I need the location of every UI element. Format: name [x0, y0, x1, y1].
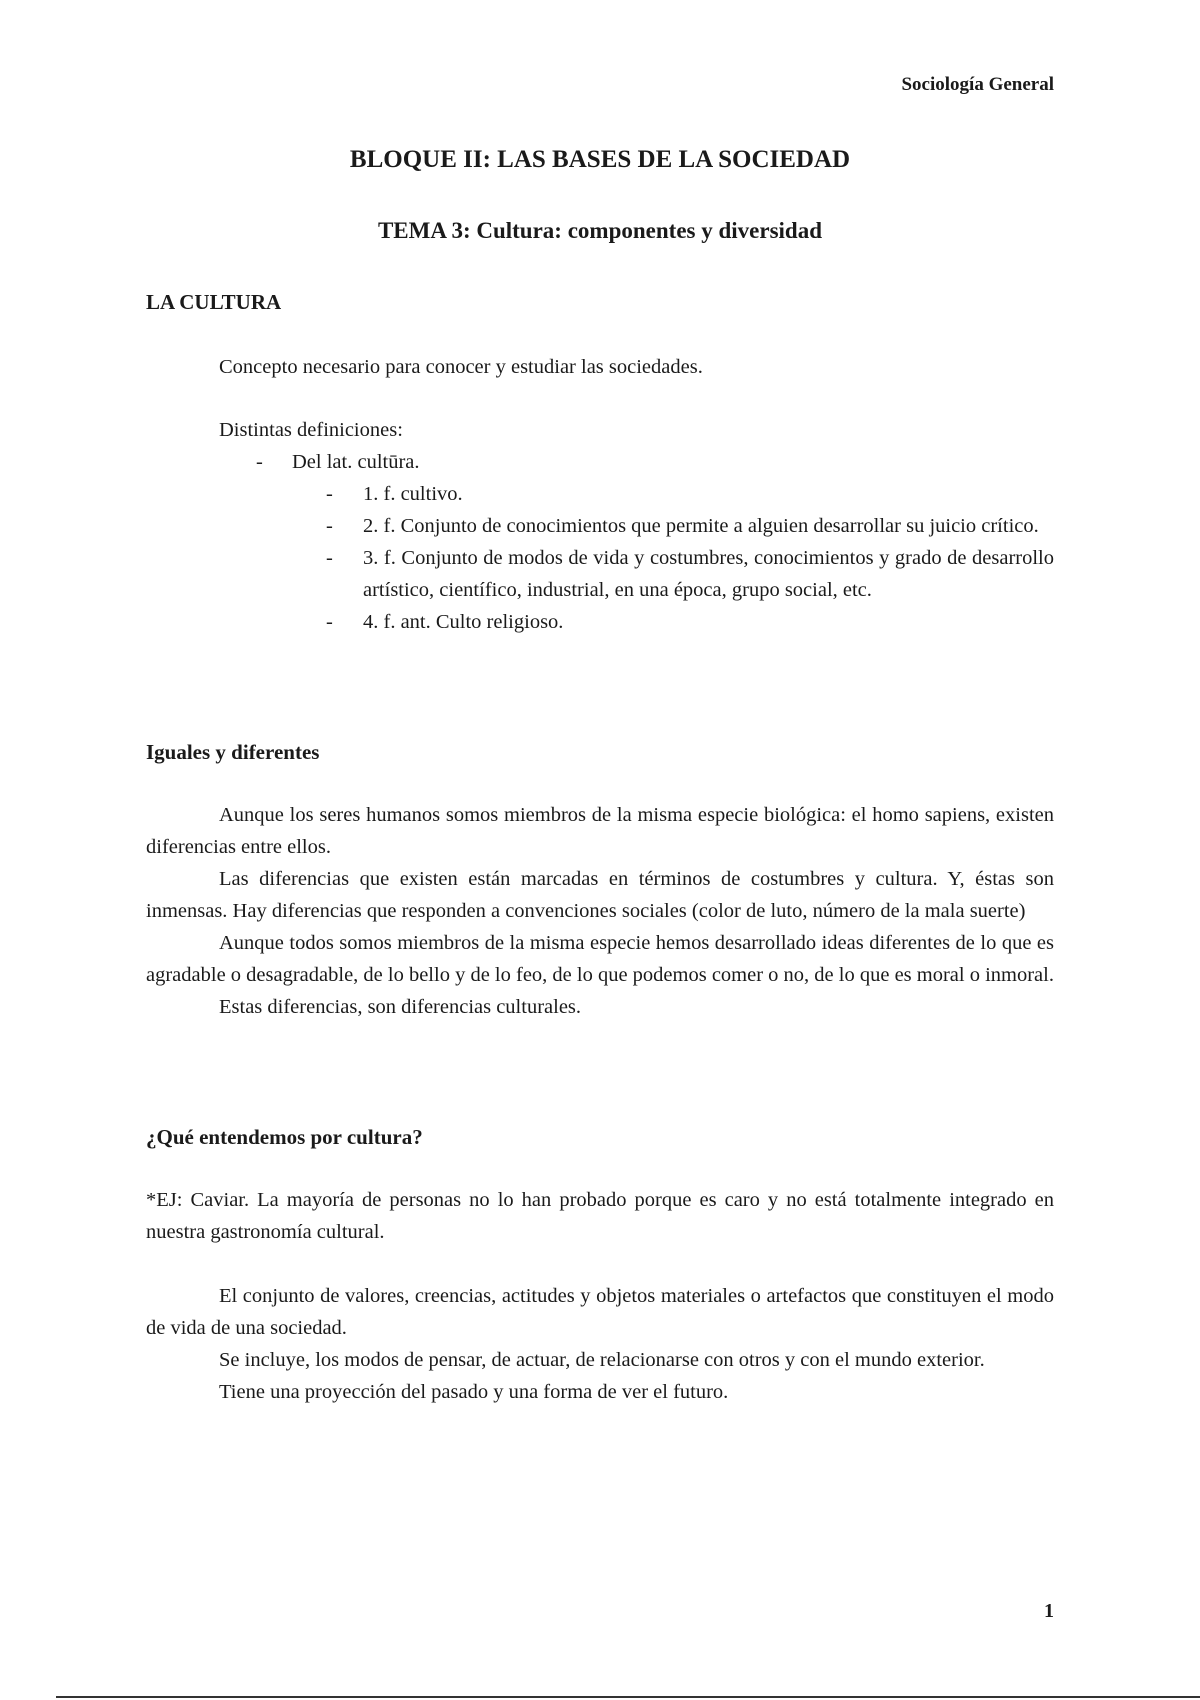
- footer-rule: [56, 1696, 1200, 1698]
- dash-bullet: -: [326, 547, 333, 569]
- origin-item: [146, 446, 1054, 478]
- dash-bullet: -: [326, 483, 333, 505]
- definition-text: 1. f. cultivo.: [363, 483, 463, 505]
- definition-item: [146, 510, 1054, 542]
- dash-bullet: -: [326, 515, 333, 537]
- section-heading-que: ¿Qué entendemos por cultura?: [146, 1125, 423, 1149]
- definition-text: 3. f. Conjunto de modos de vida y costumbres, conocimientos y grado de desarrollo artístico, científico, industrial, en una época, grupo social, etc.: [363, 547, 1054, 601]
- page-number: 1: [1044, 1600, 1054, 1622]
- que-body: [146, 1280, 1054, 1408]
- paragraph: Aunque todos somos miembros de la misma especie hemos desarrollado ideas diferentes de lo que es agradable o desagradable, de lo bello y de lo feo, de lo que podemos comer o no, de lo que es moral o inmoral.: [146, 932, 1054, 986]
- section-heading-cultura: LA CULTURA: [146, 290, 282, 314]
- topic-title: TEMA 3: Cultura: componentes y diversidad: [377, 218, 823, 243]
- running-header: Sociología General: [901, 74, 1054, 95]
- definition-text: 4. f. ant. Culto religioso.: [363, 611, 564, 633]
- definitions-label: Distintas definiciones:: [219, 419, 403, 441]
- example-text: *EJ: Caviar. La mayoría de personas no lo han probado porque es caro y no está totalmente integrado en nuestra gastronomía cultural.: [146, 1189, 1054, 1243]
- section-heading-iguales: Iguales y diferentes: [146, 740, 320, 764]
- definition-text: 2. f. Conjunto de conocimientos que permite a alguien desarrollar su juicio crítico.: [363, 515, 1039, 537]
- intro-text: Concepto necesario para conocer y estudiar las sociedades.: [219, 356, 703, 378]
- definition-item: [146, 606, 1054, 638]
- iguales-body: [146, 799, 1054, 1023]
- definitions-block: [146, 414, 1054, 638]
- dash-bullet: -: [326, 611, 333, 633]
- paragraph: El conjunto de valores, creencias, actitudes y objetos materiales o artefactos que constituyen el modo de vida de una sociedad.: [146, 1285, 1054, 1339]
- example-block: [146, 1184, 1054, 1248]
- definition-item: [146, 542, 1054, 606]
- block-title: BLOQUE II: LAS BASES DE LA SOCIEDAD: [349, 146, 851, 173]
- definition-item: [146, 478, 1054, 510]
- paragraph: Las diferencias que existen están marcadas en términos de costumbres y cultura. Y, éstas son inmensas. Hay diferencias que responden a convenciones sociales (color de luto, número de la mala suerte): [146, 868, 1054, 922]
- paragraph: Se incluye, los modos de pensar, de actuar, de relacionarse con otros y con el mundo exterior.: [219, 1349, 985, 1371]
- dash-bullet: -: [256, 451, 263, 473]
- paragraph: Estas diferencias, son diferencias culturales.: [219, 996, 582, 1018]
- paragraph: Aunque los seres humanos somos miembros de la misma especie biológica: el homo sapiens, existen diferencias entre ellos.: [146, 804, 1054, 858]
- origin-text: Del lat. cultūra.: [292, 451, 420, 473]
- paragraph: Tiene una proyección del pasado y una forma de ver el futuro.: [219, 1381, 729, 1403]
